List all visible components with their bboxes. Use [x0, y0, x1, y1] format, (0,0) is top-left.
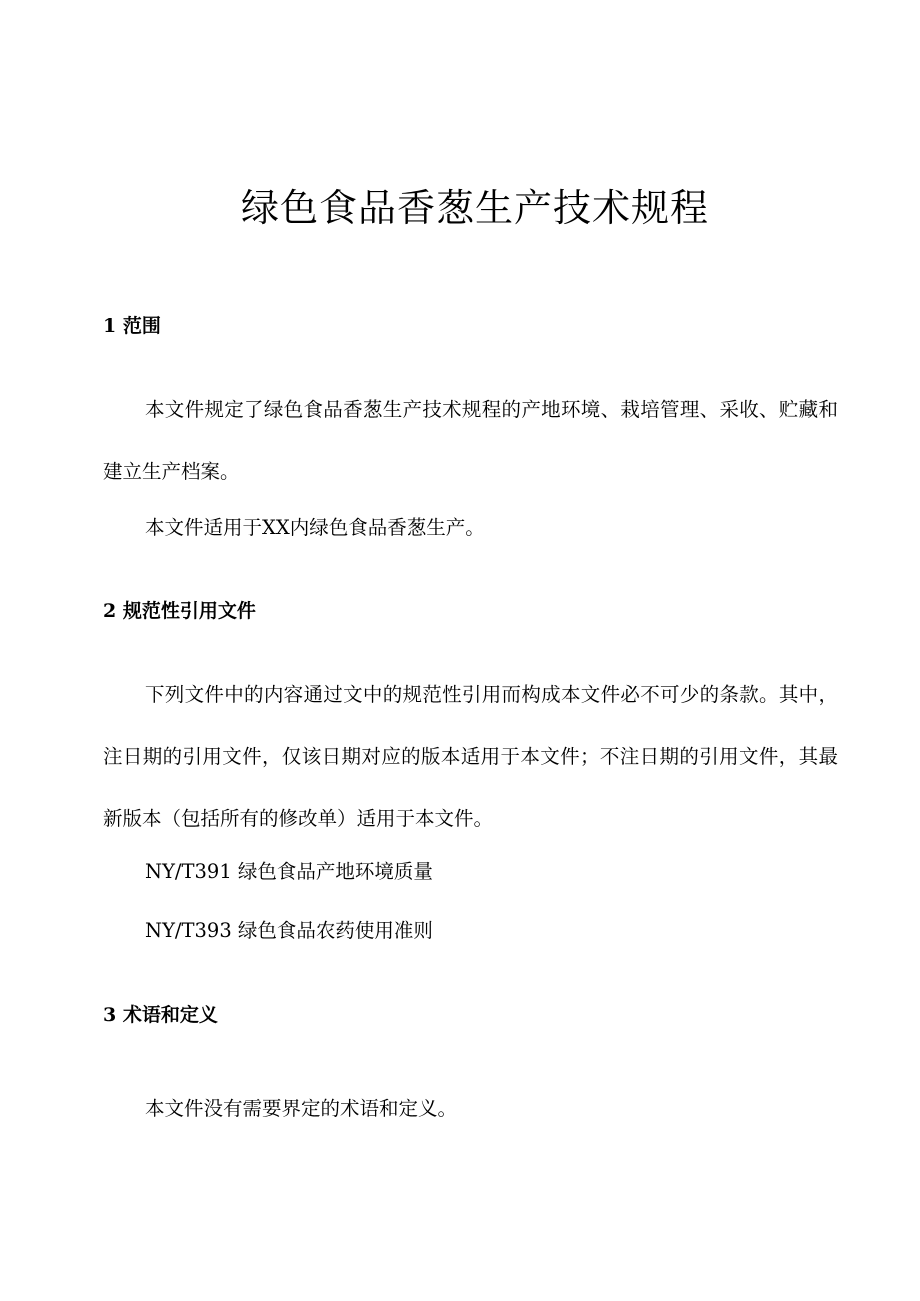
reference-item: NY/T393 绿色食品农药使用准则	[145, 919, 433, 942]
section-2-paragraph-1: 下列文件中的内容通过文中的规范性引用而构成本文件必不可少的条款。其中，注日期的引用文件，仅该日期对应的版本适用于本文件；不注日期的引用文件，其最新版本（包括所有的修改单）适用于本文件。	[103, 683, 838, 830]
reference-item: NY/T391 绿色食品产地环境质量	[145, 860, 433, 883]
document-title: 绿色食品香葱生产技术规程	[240, 186, 709, 230]
section-3-heading: 3 术语和定义	[103, 1004, 218, 1026]
section-1-heading: 1 范围	[103, 315, 161, 337]
section-2-heading: 2 规范性引用文件	[103, 600, 256, 622]
section-3-paragraph-1: 本文件没有需要界定的术语和定义。	[145, 1097, 458, 1120]
section-1-paragraph-2: 本文件适用于XX内绿色食品香葱生产。	[145, 516, 485, 539]
section-1-paragraph-1: 本文件规定了绿色食品香葱生产技术规程的产地环境、栽培管理、采收、贮藏和建立生产档案。	[103, 398, 838, 483]
